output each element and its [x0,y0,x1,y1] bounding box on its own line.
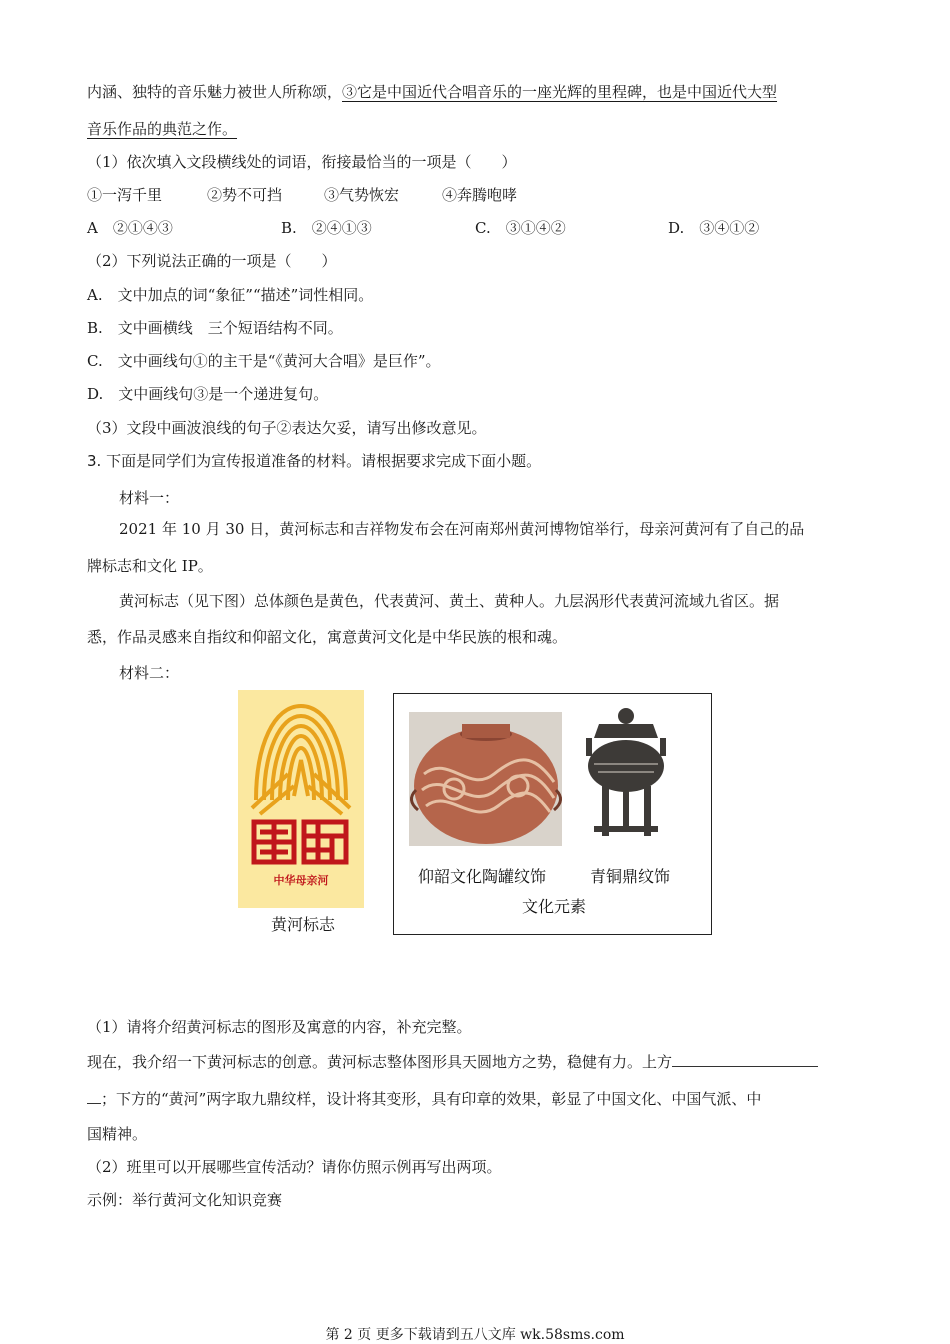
passage-line-2: 音乐作品的典范之作。 [87,120,238,138]
fingerprint-spiral-icon [238,690,364,908]
page-footer: 第 2 页 更多下载请到五八文库 wk.58sms.com [325,1327,625,1343]
word-option-2: ②势不可挡 [207,186,283,204]
material-1-para-1-line-2: 牌标志和文化 IP。 [87,557,213,575]
logo-caption: 黄河标志 [270,915,335,934]
choice-b: B. ②④①③ [281,219,372,237]
section-3-title: 3. 下面是同学们为宣传报道准备的材料。请根据要求完成下面小题。 [87,452,542,470]
material-1-label: 材料一： [119,489,180,507]
sub-question-1-line-2 [87,1087,860,1109]
question-3-stem: （3）文段中画波浪线的句子②表达欠妥，请写出修改意见。 [87,419,487,437]
q2-choice-b: B. 文中画横线 三个短语结构不同。 [87,319,343,337]
question-1-stem: （1）依次填入文段横线处的词语，衔接最恰当的一项是（ ） [87,153,517,171]
choice-d: D. ③④①② [668,219,760,237]
sub-question-1-stem: （1）请将介绍黄河标志的图形及寓意的内容，补充完整。 [87,1018,472,1036]
culture-elements-figure [393,693,712,935]
word-option-3: ③气势恢宏 [324,186,400,204]
answer-blank[interactable] [672,1050,818,1067]
underlined-sentence-3: ③它是中国近代合唱音乐的一座光辉的里程碑，也是中国近代大型 [342,83,778,101]
q2-choice-d: D. 文中画线句③是一个递进复句。 [87,385,329,403]
svg-text:青铜鼎纹饰: 青铜鼎纹饰 [589,867,671,886]
sub-question-1-text: 现在，我介绍一下黄河标志的创意。黄河标志整体图形具天圆地方之势，稳健有力。上方 [87,1053,673,1071]
question-2-stem: （2）下列说法正确的一项是（ ） [87,252,337,270]
pottery-and-bronze-icon [394,694,711,934]
choice-c: C. ③①④② [475,219,566,237]
sub-question-1-text-2: ；下方的“黄河”两字取九鼎纹样，设计将其变形，具有印章的效果，彰显了中国文化、中国气派、中 [101,1090,762,1108]
sub-question-2-stem: （2）班里可以开展哪些宣传活动？请你仿照示例再写出两项。 [87,1158,502,1176]
sub-question-1-line-3: 国精神。 [87,1125,148,1143]
material-1-para-2-line-1: 黄河标志（见下图）总体颜色是黄色，代表黄河、黄土、黄种人。九层涡形代表黄河流域九省区。据 [119,592,780,610]
svg-text:中华母亲河: 中华母亲河 [273,874,329,887]
material-1-para-1-line-1: 2021 年 10 月 30 日，黄河标志和吉祥物发布会在河南郑州黄河博物馆举行，母亲河黄河有了自己的品 [119,520,805,538]
passage-text: 内涵、独特的音乐魅力被世人所称颂， [87,83,343,101]
passage-line-1 [87,82,860,102]
example-text: 示例：举行黄河文化知识竞赛 [87,1191,283,1209]
answer-blank-continued[interactable] [87,1087,101,1104]
svg-text:文化元素: 文化元素 [521,897,587,916]
q2-choice-c: C. 文中画线句①的主干是“《黄河大合唱》是巨作”。 [87,352,441,370]
word-option-4: ④奔腾咆哮 [442,186,518,204]
yellow-river-logo [238,690,364,908]
material-2-label: 材料二： [119,664,180,682]
sub-question-1-line-1 [87,1050,860,1072]
material-1-para-2-line-2: 悉，作品灵感来自指纹和仰韶文化，寓意黄河文化是中华民族的根和魂。 [87,628,568,646]
svg-text:仰韶文化陶罐纹饰: 仰韶文化陶罐纹饰 [417,867,547,886]
q2-choice-a: A. 文中加点的词“象征”“描述”词性相同。 [87,286,374,304]
choice-a: A ②①④③ [87,219,173,237]
word-option-1: ①一泻千里 [87,186,163,204]
